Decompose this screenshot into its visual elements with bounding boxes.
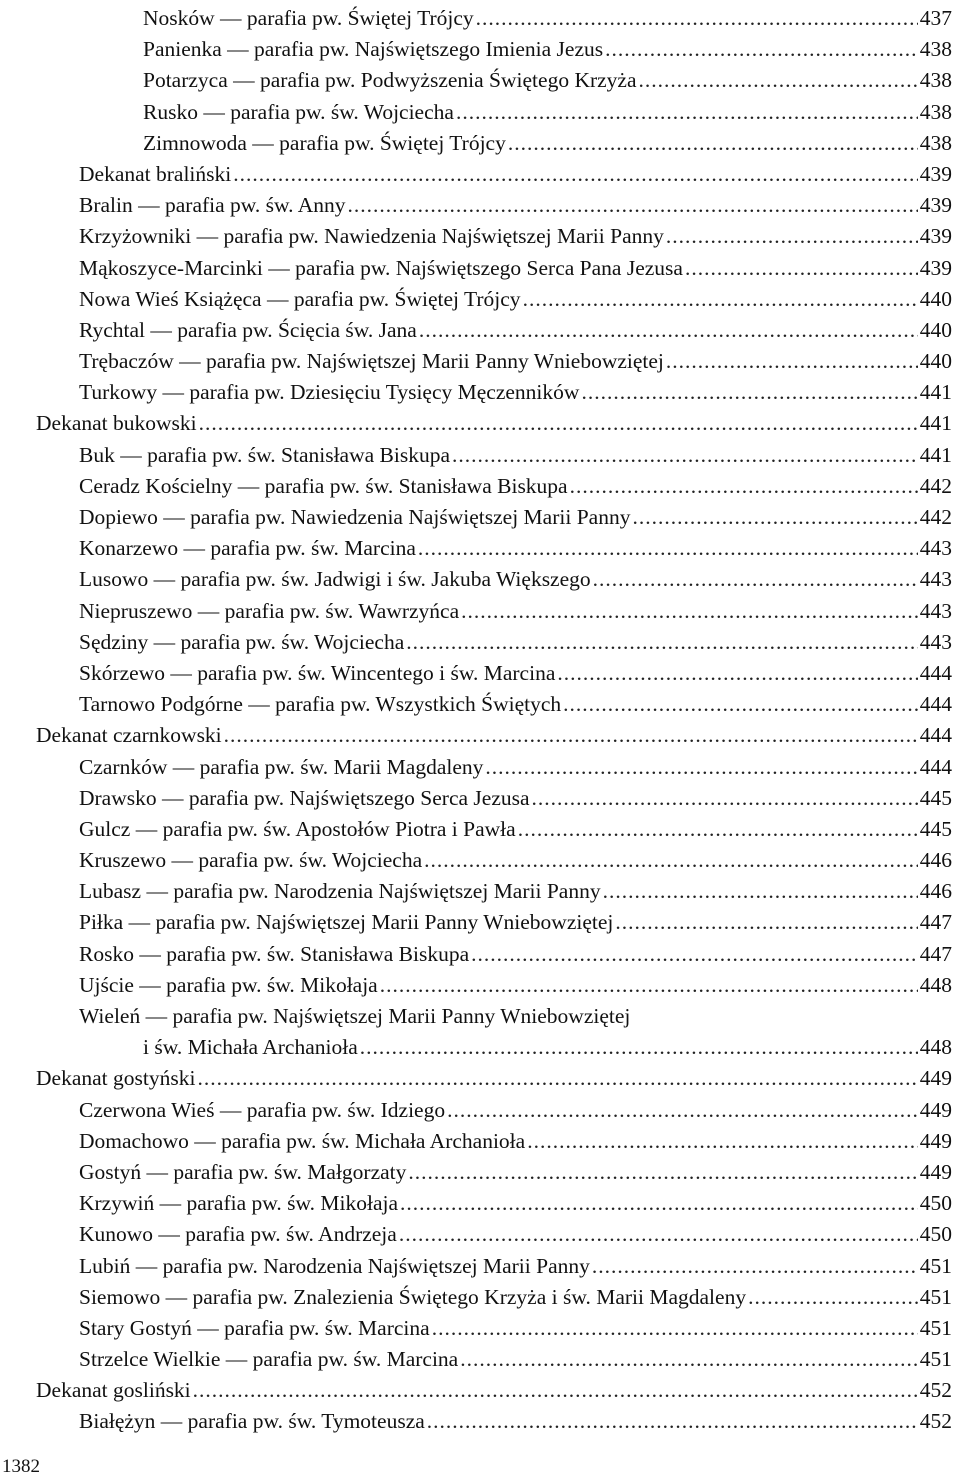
entry-title: Domachowo — parafia pw. św. Michała Archanioła [79, 1128, 526, 1153]
entry-title: Gostyń — parafia pw. św. Małgorzaty [79, 1159, 407, 1184]
toc-deanery [36, 720, 960, 751]
entry-page-number: 449 [919, 1128, 952, 1153]
entry-page-number: 449 [919, 1066, 952, 1091]
toc-entry [143, 1032, 960, 1063]
entry-title: Dopiewo — parafia pw. Nawiedzenia Najświętszej Marii Panny [79, 505, 631, 529]
leader-dots [400, 1188, 918, 1219]
leader-dots [532, 783, 918, 814]
leader-dots [432, 1313, 918, 1344]
entry-title: Dekanat gostyński [36, 1066, 196, 1091]
entry-page-number: 444 [919, 660, 952, 685]
toc-entry [79, 253, 960, 284]
entry-title: Mąkoszyce-Marcinki — parafia pw. Najświętszego Serca Pana Jezusa [79, 255, 683, 280]
toc-deanery [79, 159, 960, 190]
toc-entry [79, 814, 960, 845]
entry-title: Rychtal — parafia pw. Ścięcia św. Jana [79, 317, 417, 342]
toc-entry [143, 128, 960, 159]
entry-page-number: 440 [919, 286, 952, 311]
entry-page-number: 447 [919, 941, 952, 966]
entry-page-number: 438 [919, 130, 952, 155]
leader-dots [406, 627, 918, 658]
entry-title: Siemowo — parafia pw. Znalezienia Świętego Krzyża i św. Marii Magdaleny [79, 1284, 747, 1309]
leader-dots [224, 720, 918, 751]
leader-dots [592, 1251, 918, 1282]
toc-entry [79, 970, 960, 1001]
entry-title: Kunowo — parafia pw. św. Andrzeja [79, 1222, 397, 1247]
leader-dots [523, 284, 918, 315]
toc-entry [79, 1344, 960, 1375]
toc-entry [79, 471, 960, 502]
toc-entry [79, 1157, 960, 1188]
entry-title: Bralin — parafia pw. św. Anny [79, 193, 346, 218]
entry-page-number: 451 [919, 1253, 952, 1278]
entry-page-number: 445 [919, 816, 952, 841]
leader-dots [581, 377, 917, 408]
leader-dots [563, 689, 918, 720]
leader-dots [452, 440, 918, 471]
entry-title: Krzywiń — parafia pw. św. Mikołaja [79, 1191, 399, 1216]
leader-dots [518, 814, 918, 845]
toc-entry [79, 1406, 960, 1437]
entry-page-number: 442 [919, 505, 952, 529]
entry-page-number: 444 [919, 692, 952, 717]
entry-page-number: 442 [919, 473, 952, 498]
entry-page-number: 445 [919, 785, 952, 810]
toc-entry [79, 658, 960, 689]
toc-entry [79, 627, 960, 658]
toc-entry [79, 533, 960, 564]
toc-entry [79, 1188, 960, 1219]
entry-title: Konarzewo — parafia pw. św. Marcina [79, 536, 416, 561]
toc-entry [79, 1095, 960, 1126]
toc-entry [79, 221, 960, 252]
toc-entry [143, 3, 960, 34]
leader-dots [348, 190, 918, 221]
leader-dots [748, 1282, 918, 1313]
toc-entry [79, 939, 960, 970]
entry-title: Czarnków — parafia pw. św. Marii Magdaleny [79, 754, 484, 779]
entry-title: Niepruszewo — parafia pw. św. Wawrzyńca [79, 598, 460, 623]
entry-page-number: 448 [919, 1035, 952, 1060]
toc-entry [79, 689, 960, 720]
entry-page-number: 444 [919, 723, 952, 748]
leader-dots [461, 596, 918, 627]
entry-title: Stary Gostyń — parafia pw. św. Marcina [79, 1315, 430, 1340]
entry-title: Strzelce Wielkie — parafia pw. św. Marcina [79, 1347, 459, 1372]
entry-title: Dekanat gosliński [36, 1378, 191, 1403]
entry-page-number: 439 [919, 193, 952, 218]
leader-dots [603, 876, 918, 907]
entry-title: Sędziny — parafia pw. św. Wojciecha [79, 629, 405, 654]
leader-dots [615, 907, 917, 938]
entry-title: Tarnowo Podgórne — parafia pw. Wszystkich Świętych [79, 692, 562, 717]
entry-title: Buk — parafia pw. św. Stanisława Biskupa [79, 442, 451, 467]
entry-title: Ceradz Kościelny — parafia pw. św. Stanisława Biskupa [79, 473, 568, 498]
entry-page-number: 441 [919, 380, 952, 405]
leader-dots [685, 253, 918, 284]
entry-page-number: 437 [919, 6, 952, 30]
toc-entry [79, 596, 960, 627]
leader-dots [456, 97, 918, 128]
leader-dots [557, 658, 917, 689]
entry-title: Rosko — parafia pw. św. Stanisława Biskupa [79, 941, 470, 966]
toc-entry [79, 1313, 960, 1344]
leader-dots [632, 502, 917, 533]
entry-page-number: 451 [919, 1347, 952, 1372]
entry-page-number: 451 [919, 1315, 952, 1340]
leader-dots [193, 1375, 918, 1406]
entry-page-number: 447 [919, 910, 952, 935]
entry-title: i św. Michała Archanioła [143, 1035, 358, 1060]
leader-dots [197, 1063, 917, 1094]
toc-entry [79, 1001, 960, 1032]
entry-title: Panienka — parafia pw. Najświętszego Imienia Jezus [143, 37, 604, 62]
toc-entry [79, 876, 960, 907]
entry-title: Skórzewo — parafia pw. św. Wincentego i św. Marcina [79, 660, 556, 685]
entry-title: Zimnowoda — parafia pw. Świętej Trójcy [143, 130, 506, 155]
entry-page-number: 449 [919, 1159, 952, 1184]
leader-dots [666, 346, 918, 377]
toc-entry [79, 1251, 960, 1282]
entry-page-number: 438 [919, 37, 952, 62]
toc-entry [79, 440, 960, 471]
entry-page-number: 443 [919, 536, 952, 561]
leader-dots [447, 1095, 918, 1126]
toc-entry [79, 783, 960, 814]
leader-dots [424, 845, 918, 876]
entry-title: Dekanat bukowski [36, 411, 197, 436]
leader-dots [419, 315, 918, 346]
toc-entry [79, 752, 960, 783]
entry-title: Nosków — parafia pw. Świętej Trójcy [143, 6, 474, 30]
entry-page-number: 440 [919, 349, 952, 374]
leader-dots [471, 939, 918, 970]
leader-dots [199, 408, 918, 439]
leader-dots [666, 221, 918, 252]
entry-page-number: 438 [919, 99, 952, 124]
toc-entry [79, 1219, 960, 1250]
page-number: 1382 [2, 1456, 40, 1477]
entry-title: Lubasz — parafia pw. Narodzenia Najświętszej Marii Panny [79, 879, 601, 904]
entry-title: Dekanat braliński [79, 161, 232, 186]
entry-title: Dekanat czarnkowski [36, 723, 222, 748]
toc-entry [79, 907, 960, 938]
leader-dots [380, 970, 918, 1001]
entry-title: Kruszewo — parafia pw. św. Wojciecha [79, 848, 423, 873]
toc-entry [143, 65, 960, 96]
toc-entry [79, 845, 960, 876]
leader-dots [476, 3, 918, 34]
entry-page-number: 449 [919, 1097, 952, 1122]
entry-title: Lubiń — parafia pw. Narodzenia Najświętszej Marii Panny [79, 1253, 590, 1278]
toc-entry [143, 34, 960, 65]
entry-page-number: 441 [919, 411, 952, 436]
entry-page-number: 450 [919, 1191, 952, 1216]
entry-title: Wieleń — parafia pw. Najświętszej Marii Panny Wniebowziętej [79, 1004, 631, 1028]
entry-page-number: 443 [919, 567, 952, 592]
leader-dots [527, 1126, 918, 1157]
entry-title: Drawsko — parafia pw. Najświętszego Serca Jezusa [79, 785, 530, 810]
entry-title: Ujście — parafia pw. św. Mikołaja [79, 972, 378, 997]
toc-entry [79, 564, 960, 595]
entry-title: Turkowy — parafia pw. Dziesięciu Tysięcy Męczenników [79, 380, 580, 405]
leader-dots [427, 1406, 918, 1437]
entry-title: Trębaczów — parafia pw. Najświętszej Marii Panny Wniebowziętej [79, 349, 664, 374]
entry-page-number: 451 [919, 1284, 952, 1309]
leader-dots [418, 533, 918, 564]
entry-page-number: 438 [919, 68, 952, 93]
toc-entry [143, 97, 960, 128]
entry-title: Nowa Wieś Książęca — parafia pw. Świętej Trójcy [79, 286, 521, 311]
leader-dots [485, 752, 917, 783]
leader-dots [360, 1032, 918, 1063]
leader-dots [408, 1157, 917, 1188]
toc-entry [79, 190, 960, 221]
entry-title: Lusowo — parafia pw. św. Jadwigi i św. Jakuba Większego [79, 567, 591, 592]
entry-title: Gulcz — parafia pw. św. Apostołów Piotra i Pawła [79, 816, 516, 841]
entry-page-number: 452 [919, 1409, 952, 1434]
toc-deanery [36, 1063, 960, 1094]
leader-dots [593, 564, 918, 595]
toc-entry [79, 1282, 960, 1313]
entry-title: Rusko — parafia pw. św. Wojciecha [143, 99, 454, 124]
toc-entry [79, 346, 960, 377]
toc-entry [79, 502, 960, 533]
leader-dots [399, 1219, 918, 1250]
entry-page-number: 448 [919, 972, 952, 997]
entry-page-number: 446 [919, 879, 952, 904]
entry-title: Krzyżowniki — parafia pw. Nawiedzenia Najświętszej Marii Panny [79, 224, 664, 249]
entry-page-number: 440 [919, 317, 952, 342]
toc-deanery [36, 1375, 960, 1406]
entry-title: Czerwona Wieś — parafia pw. św. Idziego [79, 1097, 446, 1122]
entry-page-number: 443 [919, 598, 952, 623]
entry-page-number: 452 [919, 1378, 952, 1403]
entry-title: Piłka — parafia pw. Najświętszej Marii Panny Wniebowziętej [79, 910, 614, 935]
entry-title: Białężyn — parafia pw. św. Tymoteusza [79, 1409, 425, 1434]
toc-entry [79, 284, 960, 315]
toc-entry [79, 315, 960, 346]
toc-deanery [36, 408, 960, 439]
entry-page-number: 450 [919, 1222, 952, 1247]
entry-page-number: 443 [919, 629, 952, 654]
leader-dots [508, 128, 918, 159]
entry-title: Potarzyca — parafia pw. Podwyższenia Świętego Krzyża [143, 68, 637, 93]
toc-entry [79, 1126, 960, 1157]
table-of-contents [0, 3, 960, 1438]
leader-dots [460, 1344, 918, 1375]
leader-dots [570, 471, 918, 502]
leader-dots [639, 65, 918, 96]
leader-dots [605, 34, 918, 65]
toc-entry [79, 377, 960, 408]
entry-page-number: 441 [919, 442, 952, 467]
entry-page-number: 446 [919, 848, 952, 873]
entry-page-number: 439 [919, 161, 952, 186]
leader-dots [233, 159, 918, 190]
entry-page-number: 444 [919, 754, 952, 779]
entry-page-number: 439 [919, 224, 952, 249]
entry-page-number: 439 [919, 255, 952, 280]
